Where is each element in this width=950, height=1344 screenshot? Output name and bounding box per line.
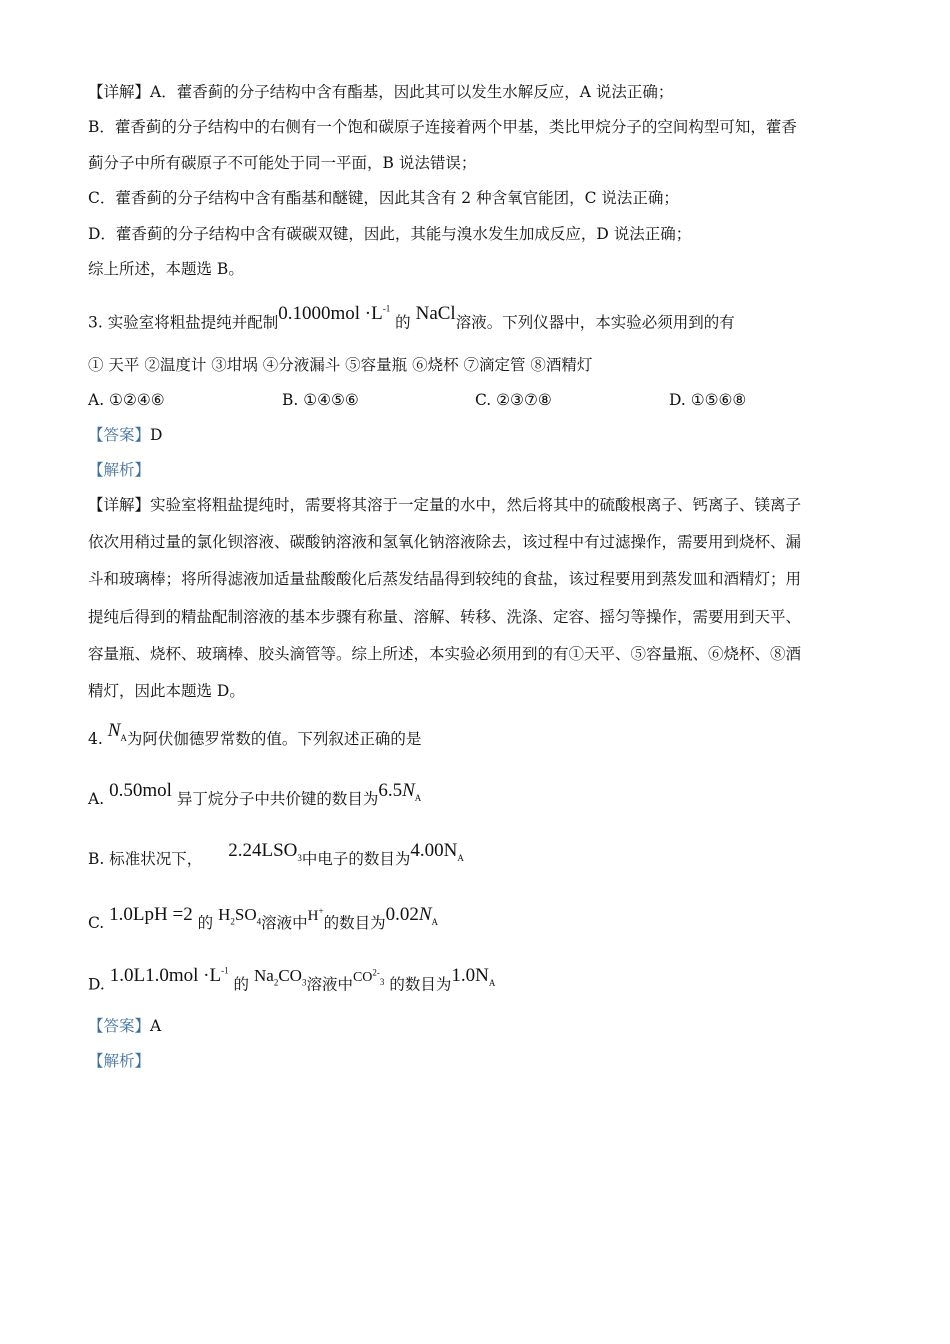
avogadro-symbol: $N_A$ bbox=[107, 720, 127, 743]
question-4-option-a: A. 0.50mol 异丁烷分子中共价键的数目为$6.5N_A$ bbox=[88, 780, 422, 808]
detail-tag: 【详解】 bbox=[88, 83, 151, 101]
question-4-option-b: B. 标准状况下， $2.24LSO_3$中电子的数目为$4.00N_A$ bbox=[88, 840, 464, 868]
detail-line: 精灯，因此本题选 D。 bbox=[88, 682, 245, 700]
detail-tag: 【详解】 bbox=[88, 496, 151, 514]
detail-line: 【详解】实验室将粗盐提纯时，需要将其溶于一定量的水中，然后将其中的硫酸根离子、钙离子、镁离子 bbox=[88, 496, 802, 514]
question-4-option-c: C. 1.0LpH =2 的 $H_2SO_4$溶液中H+的数目为$0.02N_A$ bbox=[88, 904, 439, 932]
answer-value: A bbox=[150, 1017, 162, 1035]
analysis-tag: 【解析】 bbox=[88, 1052, 151, 1070]
answer-value: D bbox=[150, 426, 163, 444]
answer-tag: 【答案】 bbox=[88, 426, 151, 444]
question-3-stem: 3. 实验室将粗盐提纯并配制$0.1000mol \cdot L^{-1}$ 的 NaCl溶液。下列仪器中，本实验必须用到的有 bbox=[88, 303, 735, 332]
question-3-items: ① 天平 ②温度计 ③坩埚 ④分液漏斗 ⑤容量瓶 ⑥烧杯 ⑦滴定管 ⑧酒精灯 bbox=[88, 356, 593, 374]
option-a: A. ①②④⑥ bbox=[88, 391, 165, 409]
option-c: C. ②③⑦⑧ bbox=[475, 391, 552, 409]
detail-line: 蓟分子中所有碳原子不可能处于同一平面，B 说法错误； bbox=[88, 154, 477, 172]
option-d: D. ①⑤⑥⑧ bbox=[669, 391, 747, 409]
concentration-formula: $0.1000mol \cdot L^{-1}$ bbox=[278, 303, 391, 325]
question-4-stem: 4. $N_A$为阿伏伽德罗常数的值。下列叙述正确的是 bbox=[88, 720, 422, 748]
answer-tag: 【答案】 bbox=[88, 1017, 151, 1035]
answer-line bbox=[88, 425, 162, 445]
detail-line: 综上所述，本题选 B。 bbox=[88, 260, 244, 278]
detail-line: 【详解】A．藿香蓟的分子结构中含有酯基，因此其可以发生水解反应，A 说法正确； bbox=[88, 83, 674, 101]
solute-formula: NaCl bbox=[415, 303, 456, 325]
detail-line: C．藿香蓟的分子结构中含有酯基和醚键，因此其含有 2 种含氧官能团，C 说法正确； bbox=[88, 189, 679, 207]
question-4-option-d: D. $1.0L1.0mol \cdot L^{-1}$ 的 $Na_2CO_3$溶液中$CO^{2-}_3$ 的数目为$1.0N_A$ bbox=[88, 965, 496, 994]
analysis-tag: 【解析】 bbox=[88, 461, 151, 479]
detail-line: D．藿香蓟的分子结构中含有碳碳双键，因此，其能与溴水发生加成反应，D 说法正确； bbox=[88, 225, 692, 243]
question-3-options bbox=[88, 390, 868, 410]
detail-line: 提纯后得到的精盐配制溶液的基本步骤有称量、溶解、转移、洗涤、定容、摇匀等操作，需要用到天平、 bbox=[88, 608, 802, 626]
detail-line: 容量瓶、烧杯、玻璃棒、胶头滴管等。综上所述，本实验必须用到的有①天平、⑤容量瓶、⑥烧杯、⑧酒 bbox=[88, 645, 802, 663]
detail-line: 依次用稍过量的氯化钡溶液、碳酸钠溶液和氢氧化钠溶液除去，该过程中有过滤操作，需要用到烧杯、漏 bbox=[88, 533, 802, 551]
answer-line bbox=[88, 1016, 161, 1036]
option-b: B. ①④⑤⑥ bbox=[282, 391, 359, 409]
detail-line: B．藿香蓟的分子结构中的右侧有一个饱和碳原子连接着两个甲基，类比甲烷分子的空间构型可知，藿香 bbox=[88, 118, 797, 136]
detail-line: 斗和玻璃棒；将所得滤液加适量盐酸酸化后蒸发结晶得到较纯的食盐，该过程要用到蒸发皿和酒精灯；用 bbox=[88, 570, 802, 588]
